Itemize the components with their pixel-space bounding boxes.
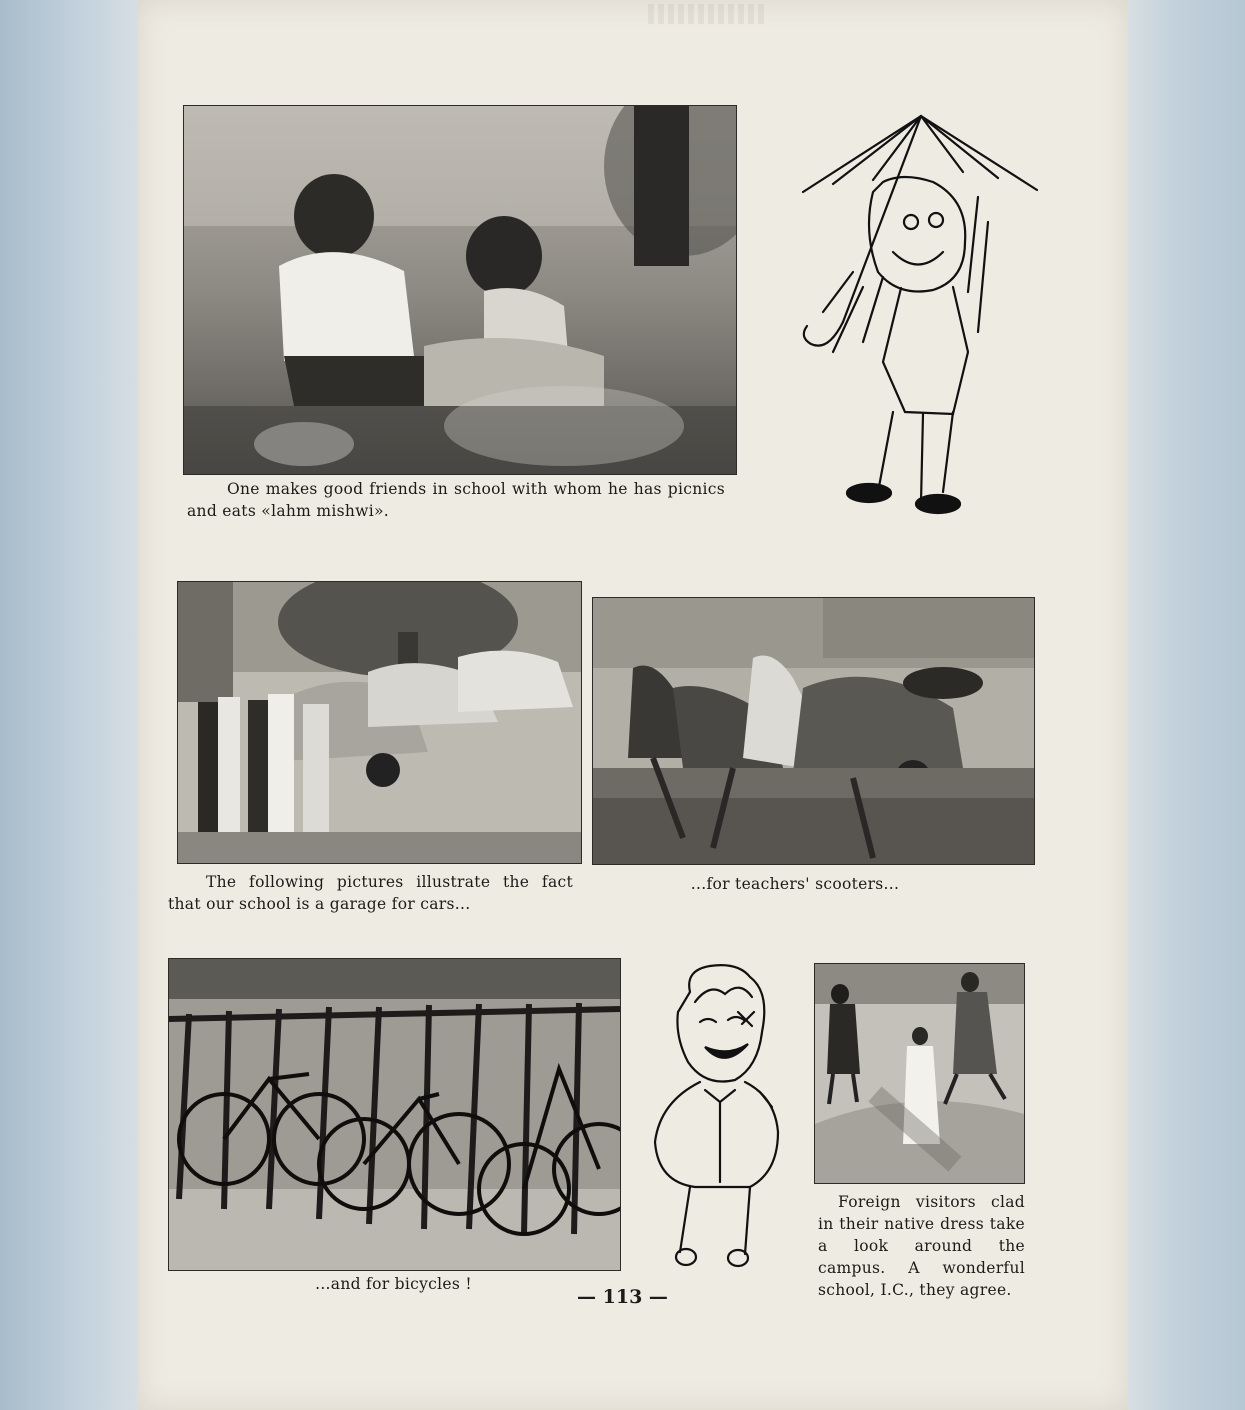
- bicycles-caption: ...and for bicycles !: [315, 1275, 472, 1293]
- scooters-caption: ...for teachers' scooters...: [690, 875, 900, 893]
- visitors-photo: [814, 963, 1025, 1184]
- scooters-photo: [592, 597, 1035, 865]
- picnic-photo: [183, 105, 737, 475]
- bicycles-photo: [168, 958, 621, 1271]
- umbrella-cartoon-icon: [793, 112, 1043, 522]
- scan-background-right: [1128, 0, 1245, 1410]
- cars-photo: [177, 581, 582, 864]
- picnic-caption: One makes good friends in school with whom he has picnics and eats «lahm mishwi».: [187, 480, 725, 520]
- page-number: — 113 —: [577, 1286, 668, 1308]
- bleed-through-text: [648, 4, 768, 24]
- cars-caption: The following pictures illustrate the fact that our school is a garage for cars...: [168, 873, 573, 913]
- smiling-boy-cartoon-icon: [650, 962, 790, 1270]
- visitors-caption: Foreign visitors clad in their native dress take a look around the campus. A wonderful school, I.C., they agree.: [818, 1193, 1025, 1299]
- scan-background-left: [0, 0, 138, 1410]
